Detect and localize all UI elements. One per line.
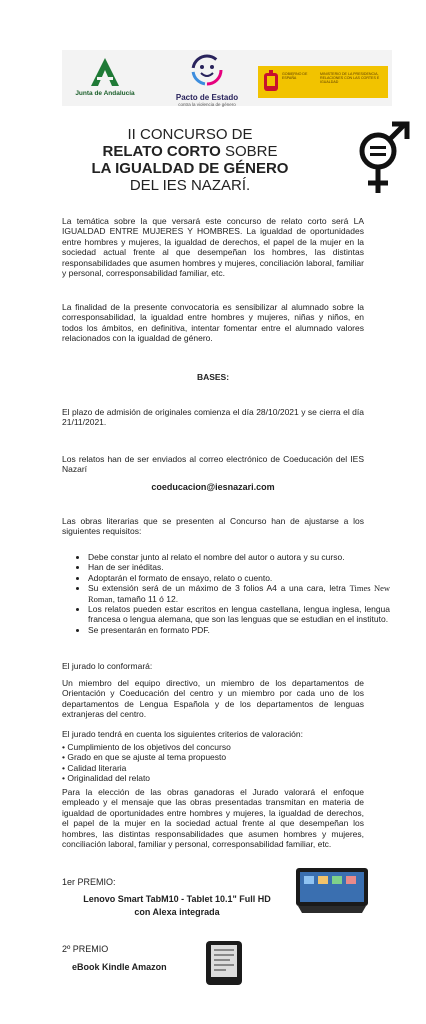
list-item: • Han de ser inéditas. — [88, 562, 390, 572]
second-prize-name: eBook Kindle Amazon — [72, 962, 167, 972]
intro-paragraph-2: La finalidad de la presente convocatoria es sensibilizar al alumnado sobre la corresponsabilidad, la igualdad entre hombres y mujeres, niñas y niños, en todos los ámbitos, en definitiva, intentar fomentar entre el alumnado valores relacionados con la igualdad de género. — [62, 302, 364, 344]
gobierno-text: GOBIERNO DE ESPAÑA — [282, 72, 308, 81]
spain-shield-icon — [262, 70, 280, 94]
junta-andalucia-logo — [70, 56, 140, 102]
page-title — [40, 126, 340, 194]
requisitos-intro: Las obras literarias que se presenten al Concurso han de ajustarse a los siguientes requisitos: — [62, 516, 364, 537]
list-item: • Originalidad del relato — [62, 773, 364, 783]
title-line-4: DEL IES NAZARÍ. — [129, 177, 251, 194]
pacto-smile-icon — [189, 53, 225, 87]
list-item: • Grado en que se ajuste al tema propuesto — [62, 752, 364, 762]
list-item: • Cumplimiento de los objetivos del concurso — [62, 742, 364, 752]
first-prize-name: Lenovo Smart TabM10 - Tablet 10.1" Full HD con Alexa integrada — [83, 894, 271, 917]
requirements-list — [62, 552, 390, 635]
jurado-text: Un miembro del equipo directivo, un miembro de los departamentos de Orientación y Coeducación del centro y un miembro por cada uno de los departamentos de Lengua Española y de los departamentos de lenguas extranjeras del centro. — [62, 678, 364, 720]
list-item: • Calidad literaria — [62, 763, 364, 773]
times-new-roman-text: Times New Roman — [88, 583, 391, 604]
title-line-2 — [40, 143, 340, 160]
bases-heading: BASES: — [196, 372, 230, 382]
junta-label: Junta de Andalucía — [75, 90, 135, 97]
first-prize-label: 1er PREMIO: — [62, 877, 116, 887]
eleccion-text: Para la elección de las obras ganadoras el Jurado valorará el enfoque empleado y el mensaje que las obras presentadas transmitan en materia de igualdad de oportunidades entre hombres y mujeres, la igualdad de derechos, el papel de la mujer en la sociedad actual frente al que desempeñan los hombres, las distintas responsabilidades que asumen hombres y mujeres, conciliación laboral, familiar y personal, corresponsabilidad familiar, etc. — [62, 787, 364, 850]
pacto-title: Pacto de Estado — [175, 93, 239, 102]
kindle-image — [204, 940, 244, 986]
gender-equality-icon — [354, 121, 410, 197]
title-bold: RELATO CORTO — [102, 143, 221, 160]
second-prize-label: 2º PREMIO — [62, 944, 109, 954]
contact-email[interactable]: coeducacion@iesnazari.com — [151, 482, 275, 492]
tablet-image — [292, 866, 372, 914]
intro-paragraph-1: La temática sobre la que versará este concurso de relato corto será LA IGUALDAD ENTRE MUJERES Y HOMBRES. La igualdad de oportunidades entre hombres y mujeres, la igualdad de derechos, el papel de la mujer en la sociedad actual frente al que desempeñan los hombres, las distintas responsabilidades que asumen hombres y mujeres, conciliación laboral, familiar y personal, corresponsabilidad familiar, etc. — [62, 216, 364, 279]
list-item: • Debe constar junto al relato el nombre del autor o autora y su curso. — [88, 552, 390, 562]
criterios-intro: El jurado tendrá en cuenta los siguientes criterios de valoración: — [62, 729, 303, 739]
title-rest: SOBRE — [220, 143, 278, 160]
list-item: • Los relatos pueden estar escritos en lengua castellana, lengua inglesa, lengua francesa o lengua alemana, que son las lenguas que se estudian en el instituto. — [88, 604, 390, 625]
list-item: • Adoptarán el formato de ensayo, relato o cuento. — [88, 573, 390, 583]
list-item: • Su extensión será de un máximo de 3 folios A4 a una cara, letra Times New Roman, tamaño 11 ó 12. — [88, 583, 390, 604]
title-line-1: II CONCURSO DE — [127, 126, 253, 143]
list-item: • Se presentarán en formato PDF. — [88, 625, 390, 635]
junta-a-icon — [88, 56, 122, 88]
title-line-3: LA IGUALDAD DE GÉNERO — [91, 160, 289, 177]
criteria-list — [62, 742, 364, 784]
pacto-subtitle: contra la violencia de género — [178, 102, 236, 107]
ministerio-text: MINISTERIO DE LA PRESIDENCIA, RELACIONES CON LAS CORTES E IGUALDAD — [320, 72, 380, 85]
envio-text: Los relatos han de ser enviados al correo electrónico de Coeducación del IES Nazarí — [62, 454, 364, 475]
gobierno-logo — [258, 66, 388, 98]
plazo-text: El plazo de admisión de originales comienza el día 28/10/2021 y se cierra el día 21/11/2021. — [62, 407, 364, 428]
jurado-intro: El jurado lo conformará: — [62, 661, 153, 671]
pacto-estado-logo — [168, 53, 246, 105]
